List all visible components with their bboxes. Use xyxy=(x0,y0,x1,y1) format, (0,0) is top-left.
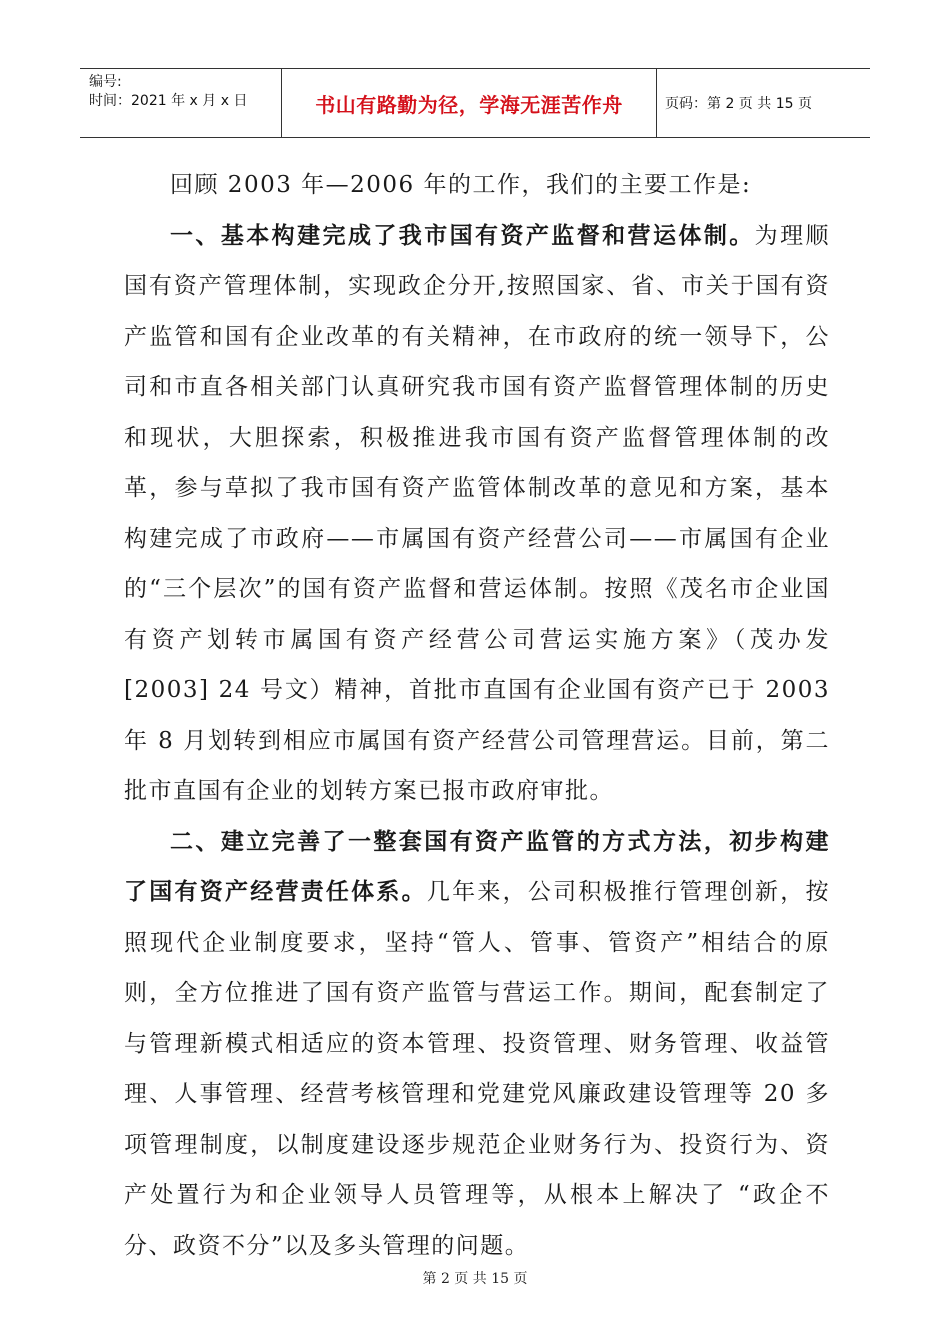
section-2-paragraph xyxy=(124,817,830,1272)
header-meta-cell xyxy=(80,69,282,137)
section-1-paragraph xyxy=(124,211,830,817)
section-1-text: 为理顺国有资产管理体制，实现政企分开,按照国家、省、市关于国有资产监管和国有企业改革的有关精神，在市政府的统一领导下，公司和市直各相关部门认真研究我市国有资产监督管理体制的历史和现状，大胆探索，积极推进我市国有资产监督管理体制的改革，参与草拟了我市国有资产监管体制改革的意见和方案，基本构建完成了市政府——市属国有资产经营公司——市属国有企业的“三个层次”的国有资产监督和营运体制。按照《茂名市企业国有资产划转市属国有资产经营公司营运实施方案》（茂办发 [2003] 24 号文）精神，首批市直国有企业国有资产已于 2003 年 8 月划转到相应市属国有资产经营公司管理营运。目前，第二批市直国有企业的划转方案已报市政府审批。 xyxy=(124,222,831,804)
document-date-label: 时间：2021 年 x 月 x 日 xyxy=(89,93,248,109)
section-2-heading: 二、建立完善了一整套国有资产监管的方式方法，初步构建了国有资产经营责任体系。 xyxy=(124,828,830,905)
intro-paragraph: 回顾 2003 年—2006 年的工作，我们的主要工作是: xyxy=(170,172,752,198)
header-page-info: 页码：第 2 页 共 15 页 xyxy=(665,96,812,112)
section-1-heading: 一、基本构建完成了我市国有资产监督和营运体制。 xyxy=(170,222,755,249)
page-footer: 第 2 页 共 15 页 xyxy=(422,1271,528,1287)
section-2-text: 几年来，公司积极推行管理创新，按照现代企业制度要求，坚持“管人、管事、管资产”相结合的原则，全方位推进了国有资产监管与营运工作。期间，配套制定了与管理新模式相适应的资本管理、投资管理、财务管理、收益管理、人事管理、经营考核管理和党建党风廉政建设管理等 20 多项管理制度，以制度建设逐步规范企业财务行为、投资行为、资产处置行为和企业领导人员管理等，从根本上解决了 “政企不分、政资不分”以及多头管理的问题。 xyxy=(124,879,831,1259)
document-body xyxy=(124,160,830,1271)
document-header xyxy=(80,68,870,138)
document-number-label: 编号: xyxy=(89,74,122,90)
header-motto: 书山有路勤为径，学海无涯苦作舟 xyxy=(282,69,657,137)
